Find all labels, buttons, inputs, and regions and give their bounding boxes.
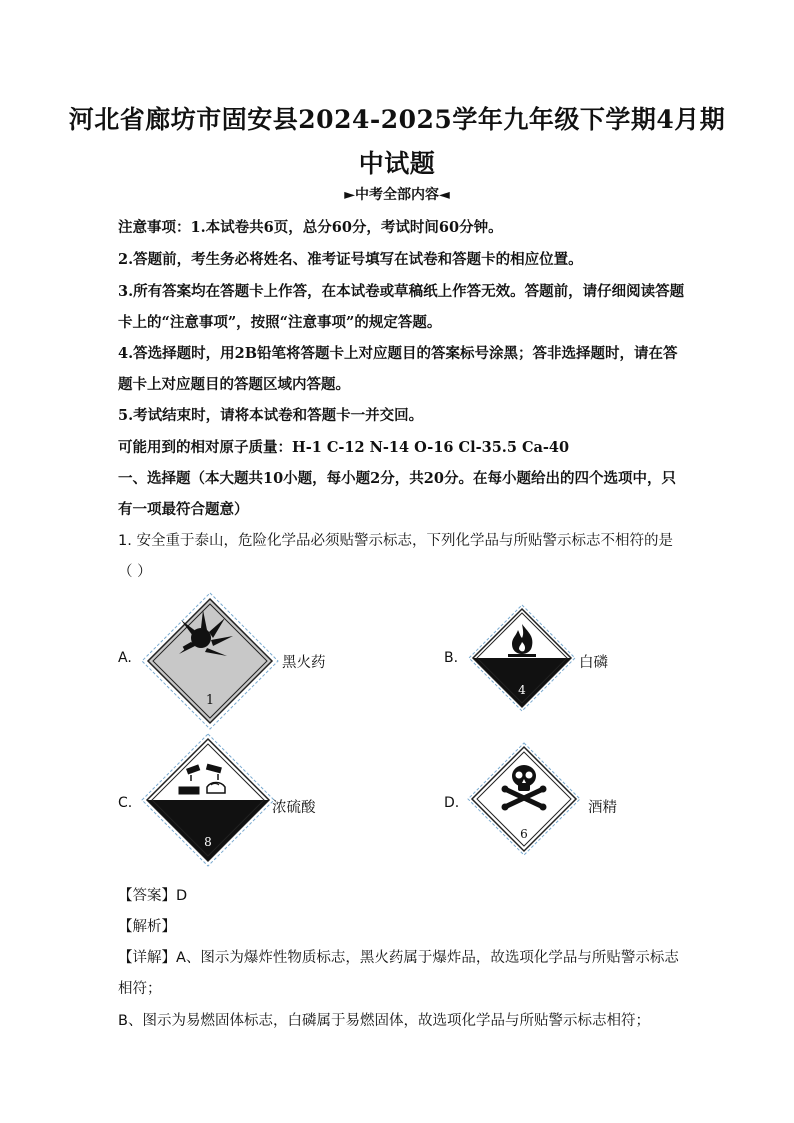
option-label: 浓硫酸 [272,800,316,816]
question-stem: 1. 安全重于泰山，危险化学品必须贴警示标志，下列化学品与所贴警示标志不相符的是 [118,533,673,549]
detail-line: 【详解】A、图示为爆炸性物质标志，黑火药属于爆炸品，故选项化学品与所贴警示标志 [118,950,679,966]
page-title: 河北省廊坊市固安县2024-2025学年九年级下学期4月期 [68,105,726,134]
option-label: 白磷 [579,655,608,671]
note-line: 题卡上对应题目的答题区域内答题。 [118,376,350,393]
option-label: 酒精 [588,800,617,816]
toxic-icon [467,742,581,856]
sign-class-number: 4 [518,683,526,697]
corrosive-icon [141,733,275,867]
section-title: 一、选择题（本大题共10小题，每小题2分，共20分。在每小题给出的四个选项中，只 [118,470,676,487]
note-line: 卡上的“注意事项”，按照“注意事项”的规定答题。 [118,314,442,331]
note-line: 5.考试结束时，请将本试卷和答题卡一并交回。 [118,407,424,424]
analysis-heading: 【解析】 [118,919,176,935]
atomic-mass-line: 可能用到的相对原子质量：H-1 C-12 N-14 O-16 Cl-35.5 Ca-40 [118,439,570,456]
exam-scope: ►中考全部内容◄ [344,187,450,203]
answer-bracket: （ ） [118,564,152,580]
section-title-continued: 有一项最符合题意） [118,501,249,518]
note-line: 2.答题前，考生务必将姓名、准考证号填写在试卷和答题卡的相应位置。 [118,251,583,268]
explosive-icon [141,592,279,730]
sign-class-number: 8 [204,835,212,849]
option-letter: C. [118,795,133,811]
answer-line: 【答案】D [118,888,188,904]
option-letter: B. [444,650,459,666]
note-line: 注意事项：1.本试卷共6页，总分60分，考试时间60分钟。 [118,219,503,236]
option-letter: D. [444,795,460,811]
note-line: 3.所有答案均在答题卡上作答，在本试卷或草稿纸上作答无效。答题前，请仔细阅读答题 [118,283,685,300]
sign-class-number: 6 [520,827,528,841]
page-title-continued: 中试题 [358,149,436,178]
option-label: 黑火药 [282,655,326,671]
sign-class-number: 1 [205,693,215,708]
flammable-solid-icon [468,604,576,712]
detail-line: 相符； [118,981,162,997]
detail-line: B、图示为易燃固体标志，白磷属于易燃固体，故选项化学品与所贴警示标志相符； [118,1013,650,1029]
note-line: 4.答选择题时，用2B铅笔将答题卡上对应题目的答案标号涂黑；答非选择题时，请在答 [118,345,678,362]
option-letter: A. [118,650,132,666]
